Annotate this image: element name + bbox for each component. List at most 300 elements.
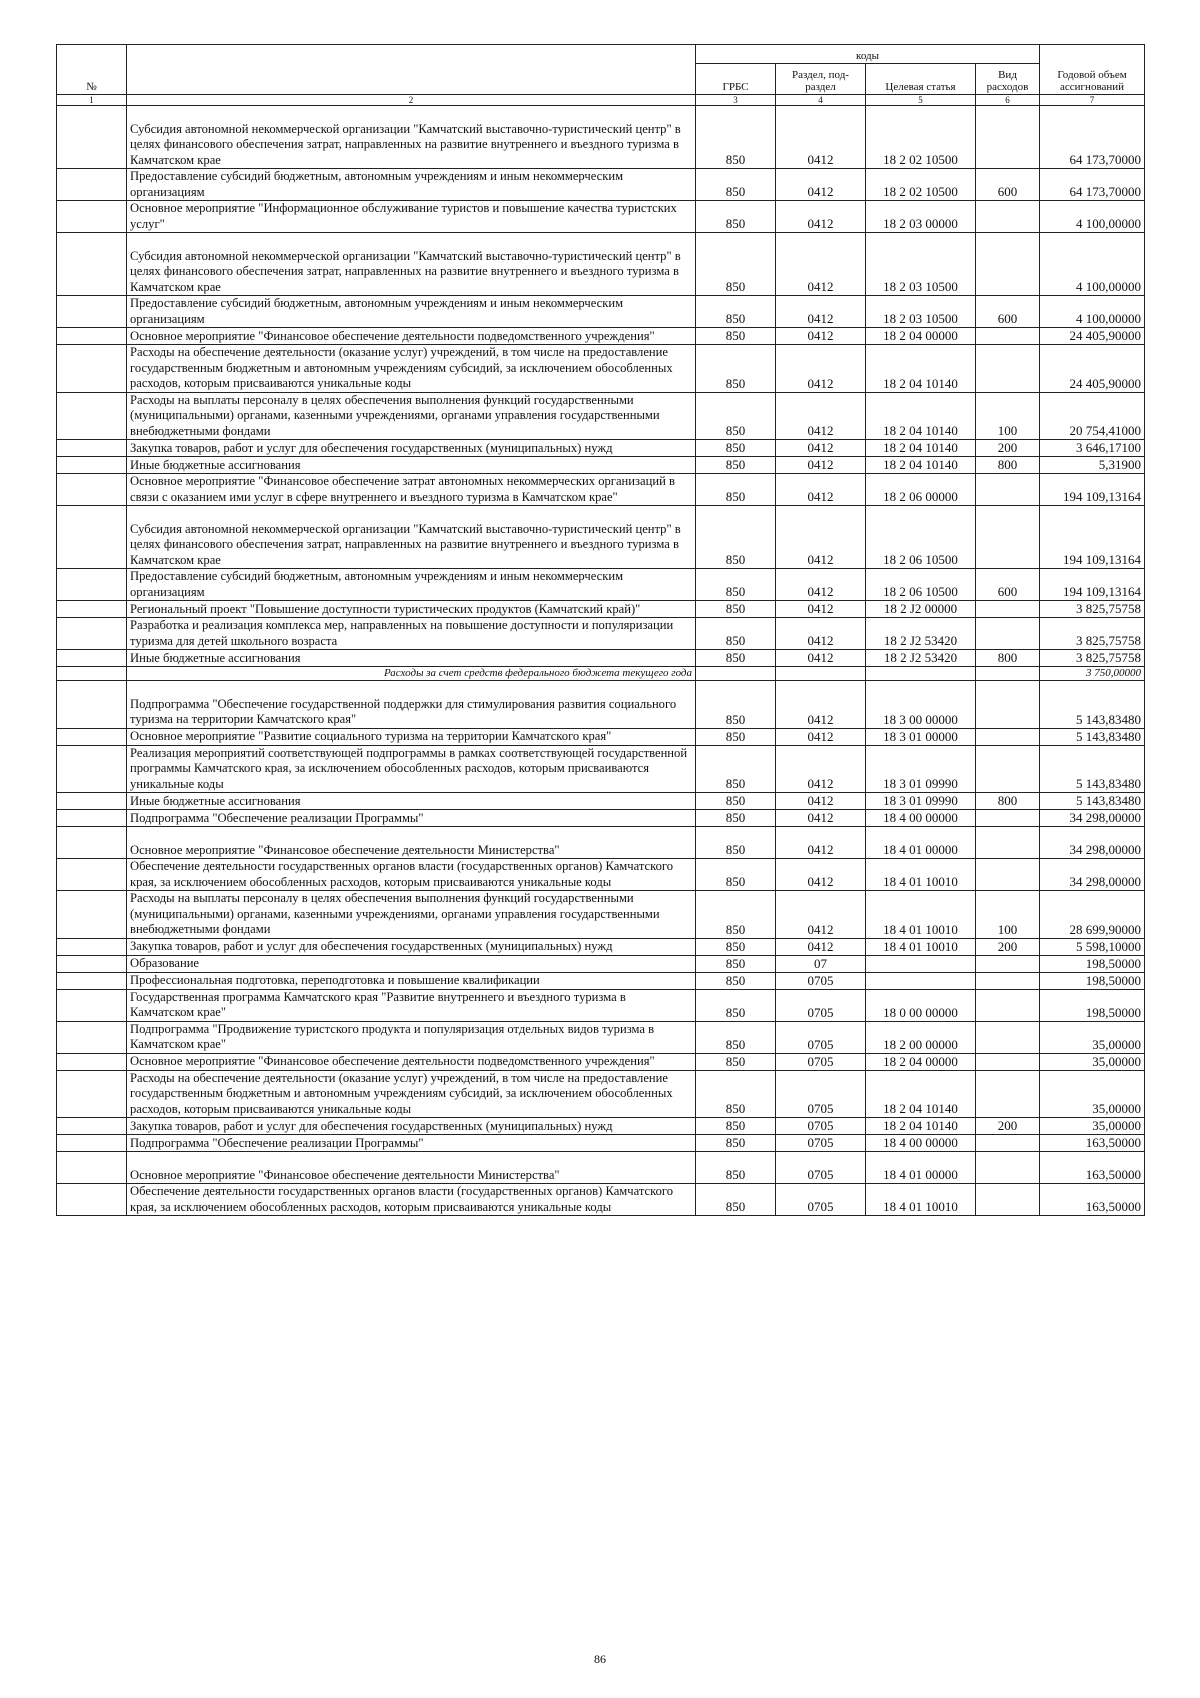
cell-name: Предоставление субсидий бюджетным, автономным учреждениям и иным некоммерческим организациям (127, 169, 696, 201)
cell-razdel: 0412 (776, 793, 866, 810)
cell-razdel: 0412 (776, 728, 866, 745)
cell-num (57, 296, 127, 328)
cell-grbs: 850 (696, 745, 776, 793)
table-row (57, 810, 1145, 827)
cell-razdel: 0412 (776, 201, 866, 233)
cell-expense-type: 600 (976, 569, 1040, 601)
cell-name: Основное мероприятие "Финансовое обеспечение затрат автономных некоммерческих организаций в связи с оказанием ими услуг в сфере внутреннего и въездного туризма в Камчатском крае" (127, 474, 696, 506)
cell-grbs: 850 (696, 618, 776, 650)
cell-grbs: 850 (696, 345, 776, 393)
col-index-7: 7 (1040, 95, 1145, 106)
cell-expense-type (976, 1184, 1040, 1216)
table-row (57, 859, 1145, 891)
table-row (57, 328, 1145, 345)
cell-razdel: 07 (776, 955, 866, 972)
cell-amount: 35,00000 (1040, 1021, 1145, 1053)
cell-razdel: 0412 (776, 169, 866, 201)
cell-target-article: 18 4 00 00000 (866, 810, 976, 827)
cell-amount: 3 646,17100 (1040, 440, 1145, 457)
cell-grbs: 850 (696, 1070, 776, 1118)
cell-name: Предоставление субсидий бюджетным, автономным учреждениям и иным некоммерческим организациям (127, 296, 696, 328)
cell-name: Государственная программа Камчатского края "Развитие внутреннего и въездного туризма в Камчатском крае" (127, 989, 696, 1021)
cell-expense-type (976, 601, 1040, 618)
cell-grbs: 850 (696, 1021, 776, 1053)
cell-expense-type (976, 1053, 1040, 1070)
cell-name: Иные бюджетные ассигнования (127, 650, 696, 667)
cell-name: Закупка товаров, работ и услуг для обеспечения государственных (муниципальных) нужд (127, 1118, 696, 1135)
cell-name: Подпрограмма "Обеспечение государственной поддержки для стимулирования развития социального туризма на территории Камчатского края" (127, 681, 696, 729)
cell-target-article: 18 2 03 10500 (866, 233, 976, 296)
cell-num (57, 650, 127, 667)
cell-num (57, 1135, 127, 1152)
cell-grbs: 850 (696, 859, 776, 891)
header-razdel: Раздел, под-раздел (776, 64, 866, 95)
cell-grbs: 850 (696, 989, 776, 1021)
cell-name: Разработка и реализация комплекса мер, направленных на повышение доступности и популяризации туризма для детей школьного возраста (127, 618, 696, 650)
cell-num (57, 938, 127, 955)
table-row (57, 1070, 1145, 1118)
cell-expense-type (976, 827, 1040, 859)
cell-grbs: 850 (696, 296, 776, 328)
cell-num (57, 569, 127, 601)
table-row (57, 745, 1145, 793)
cell-num (57, 810, 127, 827)
cell-target-article: 18 2 04 10140 (866, 1070, 976, 1118)
cell-amount: 3 825,75758 (1040, 650, 1145, 667)
cell-grbs: 850 (696, 650, 776, 667)
cell-grbs (696, 667, 776, 681)
cell-name: Предоставление субсидий бюджетным, автономным учреждениям и иным некоммерческим организациям (127, 569, 696, 601)
cell-num (57, 728, 127, 745)
cell-razdel: 0412 (776, 650, 866, 667)
cell-razdel: 0412 (776, 569, 866, 601)
table-row (57, 681, 1145, 729)
cell-expense-type (976, 1070, 1040, 1118)
cell-num (57, 201, 127, 233)
cell-amount: 194 109,13164 (1040, 474, 1145, 506)
table-row (57, 233, 1145, 296)
table-row (57, 169, 1145, 201)
cell-name: Закупка товаров, работ и услуг для обеспечения государственных (муниципальных) нужд (127, 440, 696, 457)
cell-grbs: 850 (696, 810, 776, 827)
cell-expense-type (976, 618, 1040, 650)
cell-target-article: 18 4 01 10010 (866, 1184, 976, 1216)
cell-razdel: 0412 (776, 440, 866, 457)
cell-target-article: 18 4 01 10010 (866, 859, 976, 891)
cell-name: Обеспечение деятельности государственных органов власти (государственных органов) Камчатского края, за исключением обособленных расходов, которым присваиваются уникальные коды (127, 859, 696, 891)
cell-target-article: 18 2 J2 53420 (866, 650, 976, 667)
cell-name: Подпрограмма "Обеспечение реализации Программы" (127, 810, 696, 827)
cell-amount: 34 298,00000 (1040, 859, 1145, 891)
cell-num (57, 392, 127, 440)
table-body (57, 106, 1145, 1216)
cell-target-article: 18 2 06 00000 (866, 474, 976, 506)
cell-razdel: 0412 (776, 810, 866, 827)
cell-expense-type: 200 (976, 440, 1040, 457)
cell-amount: 35,00000 (1040, 1053, 1145, 1070)
table-row (57, 474, 1145, 506)
cell-num (57, 955, 127, 972)
cell-num (57, 506, 127, 569)
cell-amount: 5,31900 (1040, 457, 1145, 474)
cell-num (57, 328, 127, 345)
table-row (57, 972, 1145, 989)
cell-expense-type (976, 328, 1040, 345)
cell-razdel: 0412 (776, 457, 866, 474)
table-row (57, 392, 1145, 440)
cell-razdel: 0412 (776, 681, 866, 729)
cell-razdel: 0412 (776, 106, 866, 169)
cell-num (57, 891, 127, 939)
cell-expense-type (976, 681, 1040, 729)
cell-amount: 163,50000 (1040, 1184, 1145, 1216)
cell-target-article: 18 3 00 00000 (866, 681, 976, 729)
cell-expense-type (976, 1152, 1040, 1184)
cell-target-article: 18 2 04 10140 (866, 345, 976, 393)
cell-target-article: 18 2 03 00000 (866, 201, 976, 233)
cell-razdel: 0412 (776, 827, 866, 859)
table-header (57, 45, 1145, 106)
cell-expense-type (976, 955, 1040, 972)
cell-target-article: 18 2 04 10140 (866, 392, 976, 440)
cell-amount: 4 100,00000 (1040, 296, 1145, 328)
cell-amount: 5 143,83480 (1040, 745, 1145, 793)
cell-grbs: 850 (696, 474, 776, 506)
table-row (57, 201, 1145, 233)
cell-grbs: 850 (696, 169, 776, 201)
cell-name: Основное мероприятие "Финансовое обеспечение деятельности подведомственного учреждения" (127, 328, 696, 345)
cell-num (57, 457, 127, 474)
col-index-5: 5 (866, 95, 976, 106)
cell-amount: 24 405,90000 (1040, 345, 1145, 393)
cell-expense-type: 100 (976, 891, 1040, 939)
table-row (57, 1152, 1145, 1184)
cell-num (57, 667, 127, 681)
cell-amount: 198,50000 (1040, 989, 1145, 1021)
cell-name: Расходы на обеспечение деятельности (оказание услуг) учреждений, в том числе на предоставление государственным бюджетным и автономным учреждениям субсидий, за исключением обособленных расходов, которым присваиваются уникальные коды (127, 1070, 696, 1118)
cell-grbs: 850 (696, 440, 776, 457)
col-index-6: 6 (976, 95, 1040, 106)
cell-expense-type (976, 506, 1040, 569)
cell-name: Расходы на обеспечение деятельности (оказание услуг) учреждений, в том числе на предоставление государственным бюджетным и автономным учреждениям субсидий, за исключением обособленных расходов, которым присваиваются уникальные коды (127, 345, 696, 393)
cell-razdel: 0412 (776, 601, 866, 618)
cell-expense-type: 800 (976, 457, 1040, 474)
cell-grbs: 850 (696, 891, 776, 939)
cell-target-article: 18 0 00 00000 (866, 989, 976, 1021)
cell-expense-type (976, 667, 1040, 681)
cell-expense-type (976, 345, 1040, 393)
cell-amount: 20 754,41000 (1040, 392, 1145, 440)
cell-num (57, 681, 127, 729)
cell-target-article: 18 4 01 00000 (866, 1152, 976, 1184)
cell-amount: 5 143,83480 (1040, 681, 1145, 729)
table-row (57, 106, 1145, 169)
cell-grbs: 850 (696, 938, 776, 955)
cell-expense-type (976, 474, 1040, 506)
table-row (57, 938, 1145, 955)
cell-expense-type (976, 989, 1040, 1021)
cell-amount: 64 173,70000 (1040, 106, 1145, 169)
cell-name: Расходы за счет средств федерального бюджета текущего года (127, 667, 696, 681)
cell-target-article: 18 4 01 10010 (866, 891, 976, 939)
cell-num (57, 106, 127, 169)
cell-grbs: 850 (696, 201, 776, 233)
cell-target-article: 18 2 J2 00000 (866, 601, 976, 618)
cell-amount: 194 109,13164 (1040, 506, 1145, 569)
cell-amount: 35,00000 (1040, 1070, 1145, 1118)
cell-razdel: 0705 (776, 1021, 866, 1053)
cell-razdel: 0412 (776, 233, 866, 296)
cell-razdel: 0412 (776, 618, 866, 650)
cell-amount: 163,50000 (1040, 1152, 1145, 1184)
cell-expense-type (976, 728, 1040, 745)
cell-target-article: 18 4 00 00000 (866, 1135, 976, 1152)
cell-grbs: 850 (696, 457, 776, 474)
table-row (57, 569, 1145, 601)
cell-target-article: 18 2 06 10500 (866, 506, 976, 569)
cell-target-article (866, 955, 976, 972)
cell-grbs: 850 (696, 1135, 776, 1152)
cell-grbs: 850 (696, 681, 776, 729)
cell-grbs: 850 (696, 569, 776, 601)
table-row (57, 296, 1145, 328)
cell-name: Основное мероприятие "Финансовое обеспечение деятельности Министерства" (127, 827, 696, 859)
page-number: 86 (594, 1652, 606, 1666)
cell-razdel: 0705 (776, 1152, 866, 1184)
cell-num (57, 1053, 127, 1070)
cell-amount: 198,50000 (1040, 972, 1145, 989)
cell-razdel: 0412 (776, 745, 866, 793)
table-row (57, 1053, 1145, 1070)
cell-grbs: 850 (696, 793, 776, 810)
cell-razdel: 0412 (776, 296, 866, 328)
cell-grbs: 850 (696, 728, 776, 745)
cell-name: Реализация мероприятий соответствующей подпрограммы в рамках соответствующей государственной программы Камчатского края, за исключением обособленных расходов, которым присваиваются уникальные коды (127, 745, 696, 793)
cell-name: Профессиональная подготовка, переподготовка и повышение квалификации (127, 972, 696, 989)
cell-grbs: 850 (696, 601, 776, 618)
cell-amount: 28 699,90000 (1040, 891, 1145, 939)
cell-grbs: 850 (696, 955, 776, 972)
table-row (57, 728, 1145, 745)
cell-name: Обеспечение деятельности государственных органов власти (государственных органов) Камчатского края, за исключением обособленных расходов, которым присваиваются уникальные коды (127, 1184, 696, 1216)
cell-razdel: 0705 (776, 1070, 866, 1118)
cell-num (57, 169, 127, 201)
cell-grbs: 850 (696, 106, 776, 169)
col-index-1: 1 (57, 95, 127, 106)
cell-name: Подпрограмма "Обеспечение реализации Программы" (127, 1135, 696, 1152)
cell-razdel: 0705 (776, 972, 866, 989)
cell-name: Субсидия автономной некоммерческой организации "Камчатский выставочно-туристический центр" в целях финансового обеспечения затрат, направленных на развитие внутреннего и въездного туризма в Камчатском крае (127, 106, 696, 169)
header-codes: коды (696, 45, 1040, 64)
col-index-3: 3 (696, 95, 776, 106)
table-row (57, 1118, 1145, 1135)
cell-target-article: 18 2 02 10500 (866, 106, 976, 169)
col-index-4: 4 (776, 95, 866, 106)
cell-amount: 64 173,70000 (1040, 169, 1145, 201)
cell-name: Региональный проект "Повышение доступности туристических продуктов (Камчатский край)" (127, 601, 696, 618)
cell-razdel: 0412 (776, 859, 866, 891)
cell-expense-type: 800 (976, 650, 1040, 667)
cell-razdel: 0412 (776, 345, 866, 393)
cell-expense-type (976, 201, 1040, 233)
cell-target-article: 18 3 01 09990 (866, 793, 976, 810)
cell-amount: 34 298,00000 (1040, 827, 1145, 859)
cell-amount: 34 298,00000 (1040, 810, 1145, 827)
cell-num (57, 859, 127, 891)
table-row (57, 827, 1145, 859)
cell-amount: 3 825,75758 (1040, 601, 1145, 618)
cell-amount: 5 598,10000 (1040, 938, 1145, 955)
cell-grbs: 850 (696, 827, 776, 859)
cell-name: Закупка товаров, работ и услуг для обеспечения государственных (муниципальных) нужд (127, 938, 696, 955)
table-row (57, 618, 1145, 650)
cell-name: Основное мероприятие "Информационное обслуживание туристов и повышение качества туристских услуг" (127, 201, 696, 233)
table-row (57, 1021, 1145, 1053)
cell-num (57, 1070, 127, 1118)
cell-expense-type (976, 106, 1040, 169)
cell-expense-type: 800 (976, 793, 1040, 810)
cell-num (57, 1184, 127, 1216)
cell-name: Иные бюджетные ассигнования (127, 793, 696, 810)
table-row (57, 1184, 1145, 1216)
cell-num (57, 1152, 127, 1184)
cell-expense-type (976, 859, 1040, 891)
cell-target-article: 18 3 01 09990 (866, 745, 976, 793)
cell-razdel: 0705 (776, 1053, 866, 1070)
cell-name: Основное мероприятие "Финансовое обеспечение деятельности Министерства" (127, 1152, 696, 1184)
cell-grbs: 850 (696, 1118, 776, 1135)
cell-target-article: 18 4 01 00000 (866, 827, 976, 859)
cell-num (57, 793, 127, 810)
cell-razdel: 0412 (776, 891, 866, 939)
cell-name: Субсидия автономной некоммерческой организации "Камчатский выставочно-туристический центр" в целях финансового обеспечения затрат, направленных на развитие внутреннего и въездного туризма в Камчатском крае (127, 506, 696, 569)
cell-expense-type (976, 1021, 1040, 1053)
cell-num (57, 972, 127, 989)
header-amount: Годовой объем ассигнований (1040, 45, 1145, 95)
cell-target-article: 18 2 04 10140 (866, 1118, 976, 1135)
cell-name: Подпрограмма "Продвижение туристского продукта и популяризация отдельных видов туризма в Камчатском крае" (127, 1021, 696, 1053)
header-name-blank (127, 45, 696, 95)
cell-target-article: 18 2 04 10140 (866, 457, 976, 474)
cell-num (57, 989, 127, 1021)
cell-name: Образование (127, 955, 696, 972)
cell-expense-type (976, 233, 1040, 296)
cell-amount: 163,50000 (1040, 1135, 1145, 1152)
cell-num (57, 601, 127, 618)
cell-num (57, 233, 127, 296)
cell-grbs: 850 (696, 1152, 776, 1184)
cell-grbs: 850 (696, 233, 776, 296)
cell-grbs: 850 (696, 972, 776, 989)
cell-razdel: 0705 (776, 1118, 866, 1135)
cell-amount: 198,50000 (1040, 955, 1145, 972)
cell-name: Основное мероприятие "Финансовое обеспечение деятельности подведомственного учреждения" (127, 1053, 696, 1070)
cell-name: Основное мероприятие "Развитие социального туризма на территории Камчатского края" (127, 728, 696, 745)
cell-target-article: 18 4 01 10010 (866, 938, 976, 955)
cell-target-article (866, 667, 976, 681)
cell-target-article: 18 3 01 00000 (866, 728, 976, 745)
cell-num (57, 745, 127, 793)
cell-razdel (776, 667, 866, 681)
cell-target-article: 18 2 00 00000 (866, 1021, 976, 1053)
cell-num (57, 827, 127, 859)
cell-name: Субсидия автономной некоммерческой организации "Камчатский выставочно-туристический центр" в целях финансового обеспечения затрат, направленных на развитие внутреннего и въездного туризма в Камчатском крае (127, 233, 696, 296)
cell-expense-type (976, 1135, 1040, 1152)
cell-num (57, 618, 127, 650)
cell-num (57, 345, 127, 393)
cell-name: Расходы на выплаты персоналу в целях обеспечения выполнения функций государственными (муниципальными) органами, казенными учреждениями, органами управления государственными внебюджетными фондами (127, 392, 696, 440)
cell-amount: 5 143,83480 (1040, 793, 1145, 810)
cell-razdel: 0705 (776, 1184, 866, 1216)
cell-amount: 24 405,90000 (1040, 328, 1145, 345)
cell-razdel: 0412 (776, 392, 866, 440)
table-row (57, 440, 1145, 457)
cell-num (57, 474, 127, 506)
cell-expense-type: 200 (976, 1118, 1040, 1135)
table-row (57, 667, 1145, 681)
appropriations-table (56, 44, 1145, 1216)
cell-num (57, 1021, 127, 1053)
cell-grbs: 850 (696, 392, 776, 440)
cell-target-article: 18 2 04 00000 (866, 328, 976, 345)
cell-grbs: 850 (696, 1053, 776, 1070)
cell-target-article: 18 2 06 10500 (866, 569, 976, 601)
cell-expense-type: 200 (976, 938, 1040, 955)
cell-expense-type (976, 810, 1040, 827)
cell-num (57, 1118, 127, 1135)
cell-name: Иные бюджетные ассигнования (127, 457, 696, 474)
header-grbs: ГРБС (696, 64, 776, 95)
cell-amount: 3 750,00000 (1040, 667, 1145, 681)
table-row (57, 989, 1145, 1021)
table-row (57, 457, 1145, 474)
cell-razdel: 0412 (776, 474, 866, 506)
cell-target-article: 18 2 03 10500 (866, 296, 976, 328)
header-target-article: Целевая статья (866, 64, 976, 95)
cell-grbs: 850 (696, 1184, 776, 1216)
cell-amount: 4 100,00000 (1040, 201, 1145, 233)
cell-name: Расходы на выплаты персоналу в целях обеспечения выполнения функций государственными (муниципальными) органами, казенными учреждениями, органами управления государственными внебюджетными фондами (127, 891, 696, 939)
cell-expense-type: 600 (976, 169, 1040, 201)
cell-num (57, 440, 127, 457)
cell-amount: 35,00000 (1040, 1118, 1145, 1135)
cell-amount: 5 143,83480 (1040, 728, 1145, 745)
cell-amount: 194 109,13164 (1040, 569, 1145, 601)
cell-razdel: 0412 (776, 938, 866, 955)
cell-expense-type (976, 972, 1040, 989)
table-row (57, 1135, 1145, 1152)
col-index-2: 2 (127, 95, 696, 106)
cell-target-article: 18 2 02 10500 (866, 169, 976, 201)
cell-expense-type: 600 (976, 296, 1040, 328)
table-row (57, 601, 1145, 618)
cell-target-article: 18 2 04 10140 (866, 440, 976, 457)
cell-grbs: 850 (696, 328, 776, 345)
table-row (57, 955, 1145, 972)
cell-razdel: 0705 (776, 989, 866, 1021)
cell-expense-type (976, 745, 1040, 793)
table-row (57, 793, 1145, 810)
cell-expense-type: 100 (976, 392, 1040, 440)
cell-amount: 4 100,00000 (1040, 233, 1145, 296)
cell-target-article: 18 2 J2 53420 (866, 618, 976, 650)
cell-razdel: 0412 (776, 506, 866, 569)
cell-target-article (866, 972, 976, 989)
cell-amount: 3 825,75758 (1040, 618, 1145, 650)
header-number: № (57, 45, 127, 95)
cell-grbs: 850 (696, 506, 776, 569)
cell-razdel: 0705 (776, 1135, 866, 1152)
